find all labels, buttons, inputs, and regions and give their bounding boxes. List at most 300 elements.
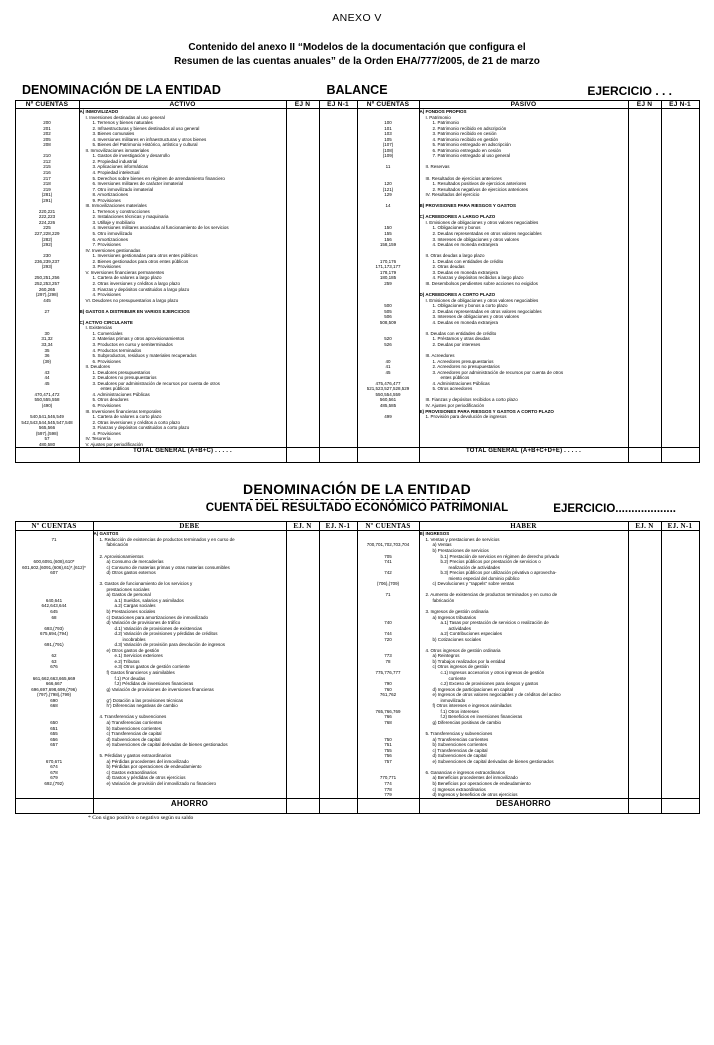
account-number: (292) [41, 242, 53, 248]
balance-pasivo-items [419, 109, 628, 448]
account-number: 212 [43, 158, 51, 164]
line-item: III. Inversiones financieras temporales [85, 408, 162, 414]
resultado-haber-items [419, 531, 628, 798]
account-number: 156 [384, 236, 392, 242]
account-number: 40 [385, 358, 391, 364]
document-subtitle-line2: Resumen de las cuentas anuales” de la Orden EHA/777/2005, de 21 de marzo [174, 55, 540, 67]
line-item: a) Consumo de mercaderías [106, 559, 164, 565]
balance-header-row [15, 101, 699, 109]
resultado-col-num-haber: Nº CUENTAS [357, 522, 419, 531]
line-item: f.2) Beneficios en inversiones financieras [440, 714, 523, 720]
balance-activo-ejn1-cell[interactable] [319, 109, 357, 448]
line-item: g) Diferencias positivas de cambio [432, 719, 502, 725]
balance-exercise-label: EJERCICIO . . . [587, 84, 672, 98]
account-number: 100 [384, 120, 392, 126]
line-item: 5. Subproductos, residuos y materiales recuperados [92, 353, 197, 359]
account-number: 171,173,177 [375, 264, 401, 270]
account-number: 790 [384, 681, 392, 687]
balance-total-pasivo-ejn1[interactable] [661, 448, 699, 463]
section-heading: E) PROVISIONES PARA RIESGOS Y GASTOS A CORTO PLAZO [419, 408, 554, 414]
line-item: 2. Propiedad industrial [92, 158, 138, 164]
line-item: II. Reservas [425, 164, 450, 170]
account-number: 170,176 [379, 258, 397, 264]
account-number: 691,(791) [44, 642, 64, 648]
account-number: (797),(798),(799) [36, 692, 72, 698]
line-item: 4. Provisiones [92, 430, 121, 436]
line-item: 5. Otros acreedores [432, 386, 473, 392]
account-number: 202 [43, 131, 51, 137]
account-number: 71 [51, 536, 57, 542]
account-number: 71 [385, 592, 391, 598]
resultado-body-row [15, 531, 699, 798]
account-number: 480,580 [38, 441, 56, 447]
line-item: 6. Ganancias e ingresos extraordinarios [425, 769, 506, 775]
line-item: realización de actividades [448, 564, 501, 570]
resultado-debe-ejn-cell[interactable] [286, 531, 319, 798]
account-number: 778 [384, 786, 392, 792]
account-number: (291) [41, 197, 53, 203]
line-item: 2. Bienes gestionados para otros entes públicos [92, 258, 189, 264]
line-item: b) Pérdidas por operaciones de endeudamiento [106, 764, 202, 770]
line-item: c.2) Exceso de provisiones para riesgos y gastos [440, 681, 539, 687]
line-item: d) Gastos y pérdidas de otros ejercicios [106, 775, 186, 781]
desahorro-label: DESAHORRO [419, 798, 628, 813]
balance-pasivo-ejn-cell[interactable] [628, 109, 661, 448]
line-item: e.2) Tributos [114, 658, 140, 664]
line-item: e) Ingresos de otros valores negociables y de créditos del activo [432, 692, 561, 698]
line-item: 5. Otro inmovilizado [92, 231, 133, 237]
line-item: b) Trabajos realizados por la entidad [432, 658, 506, 664]
account-number: 679 [50, 775, 58, 781]
line-item: 3. Bienes comunales [92, 131, 135, 137]
line-item: miento especial del dominio público [448, 575, 520, 581]
account-number: 57 [44, 436, 50, 442]
line-item: 3. Deudas en moneda extranjera [432, 269, 499, 275]
line-item: 2. Otras inversiones y créditos a corto plazo [92, 419, 181, 425]
line-item: III. Resultados de ejercicios anteriores [425, 175, 502, 181]
document-subtitle-line1: Contenido del anexo II “Modelos de la documentación que configura el [188, 42, 526, 53]
account-number: 120 [384, 181, 392, 187]
resultado-ahorro-ejn[interactable] [286, 798, 319, 813]
line-item: actividades [448, 625, 472, 631]
line-item: 8. Amortizaciones [92, 192, 129, 198]
balance-total-activo-ejn1[interactable] [319, 448, 357, 463]
resultado-col-debe: DEBE [93, 522, 286, 531]
line-item: 7. Provisiones [92, 242, 121, 248]
line-item: 5. Patrimonio entregado en adscripción [432, 142, 511, 148]
account-number: 751 [384, 742, 392, 748]
line-item: IV. Tesorería [85, 436, 111, 442]
line-item: d) Ingresos de participaciones en capital [432, 686, 514, 692]
account-number: 259 [384, 280, 392, 286]
account-number: 720 [384, 636, 392, 642]
balance-col-num-activo: Nº CUENTAS [15, 101, 79, 109]
account-number: 775,776,777 [375, 670, 401, 676]
account-number: 676 [50, 664, 58, 670]
resultado-table [15, 521, 700, 813]
account-number: 43 [44, 369, 50, 375]
line-item: c) Consumo de materias primas y otras materias consumibles [106, 564, 230, 570]
account-number: 33,34 [41, 341, 53, 347]
account-number: 744 [384, 631, 392, 637]
line-item: incobrables [122, 636, 146, 642]
line-item: I. Patrimonio [425, 114, 451, 120]
account-number: 222,223 [38, 214, 56, 220]
account-number: 607 [50, 570, 58, 576]
line-item: 2. Aprovisionamientos [99, 553, 144, 559]
resultado-exercise-label: EJERCICIO................... [553, 503, 676, 516]
balance-sheet-label: BALANCE [326, 83, 388, 97]
account-number: 35 [44, 347, 50, 353]
account-number: 768 [384, 719, 392, 725]
balance-activo-account-numbers [15, 109, 79, 448]
resultado-ahorro-numblank [15, 798, 93, 813]
line-item: 3. Provisiones [92, 264, 121, 270]
line-item: 3. Fianzas y depósitos constituidos a corto plazo [92, 425, 190, 431]
account-number: 542,543,544,545,547,548 [21, 419, 73, 425]
account-number: 31,32 [41, 336, 53, 342]
resultado-heading-block [0, 481, 714, 500]
balance-total-pasivo-label: TOTAL GENERAL (A+B+C+D+E) . . . . . [419, 448, 628, 463]
line-item: 1. Gastos de investigación y desarrollo [92, 153, 170, 159]
line-item: a) Beneficios procedentes del inmovilizado [432, 775, 518, 781]
line-item: 1. Patrimonio [432, 120, 460, 126]
line-item: IV. Inversiones gestionadas [85, 247, 141, 253]
account-number: 216 [43, 170, 51, 176]
line-item: f.1) Por deudas [114, 675, 146, 681]
account-number: 755 [384, 747, 392, 753]
line-item: 3. Ingresos de gestión ordinaria [425, 609, 489, 615]
account-number: 101 [384, 125, 392, 131]
resultado-result-row [15, 798, 699, 813]
line-item: II. Otras deudas a largo plazo [425, 253, 485, 259]
account-number: (281) [41, 192, 53, 198]
balance-activo-items [79, 109, 286, 448]
account-number: 690 [50, 697, 58, 703]
line-item: I. Existencias [85, 325, 113, 331]
line-item: I. Inversiones destinadas al uso general [85, 114, 165, 120]
line-item: 3. Productos en curso y semiterminados [92, 341, 173, 347]
account-number: 505 [384, 308, 392, 314]
line-item: 1. Cartera de valores a largo plazo [92, 275, 162, 281]
account-number: 651 [50, 725, 58, 731]
line-item: d) Otros gastos externos [106, 570, 156, 576]
line-item: f.1) Otros intereses [440, 708, 479, 714]
line-item: inmovilizado [440, 697, 466, 703]
line-item: b.3) Precios públicos por utilización privativa o aprovecha- [440, 570, 557, 576]
account-number: 565,566 [38, 425, 56, 431]
line-item: 6. Inversiones militares de carácter inmaterial [92, 181, 184, 187]
balance-col-activo: ACTIVO [79, 101, 286, 109]
line-item: b) Subvenciones corrientes [106, 725, 162, 731]
account-number: 757 [384, 758, 392, 764]
line-item: II. Inmovilizaciones inmateriales [85, 147, 150, 153]
account-number: 230 [43, 253, 51, 259]
line-item: prestaciones sociales [106, 586, 150, 592]
account-number: 129 [384, 192, 392, 198]
account-number: 224,226 [38, 219, 56, 225]
line-item: III. Acreedores [425, 353, 455, 359]
account-number: 27 [44, 308, 50, 314]
line-item: 2. Deudores no presupuestarios [92, 375, 157, 381]
line-item: 4. Transferencias y subvenciones [99, 714, 167, 720]
account-number: 670,671 [45, 758, 63, 764]
section-heading: A) GASTOS [93, 531, 119, 537]
line-item: I. Emisiones de obligaciones y otros valores negociables [425, 219, 539, 225]
account-number: 103 [384, 131, 392, 137]
account-number: 44 [44, 375, 50, 381]
line-item: 1. Obligaciones y bonos [432, 225, 481, 231]
resultado-subheading-band [0, 502, 714, 517]
line-item: IV. Ajustes por periodificación [425, 402, 485, 408]
account-number: 475,476,477 [375, 380, 401, 386]
line-item: b) Cotizaciones sociales [432, 636, 482, 642]
line-item: e) Subvenciones de capital derivadas de bienes gestionados [106, 742, 228, 748]
line-item: 4. Administraciones Públicas [92, 391, 150, 397]
account-number: 178,179 [379, 269, 397, 275]
account-number: (490) [41, 402, 53, 408]
account-number: (39) [42, 358, 51, 364]
account-number: 45 [385, 369, 391, 375]
line-item: 1. Deudas con entidades de crédito [432, 258, 504, 264]
line-item: 1. Deudores presupuestarios [92, 369, 151, 375]
line-item: b) Prestaciones de servicios [432, 548, 489, 553]
account-number: 761,762 [379, 692, 397, 698]
account-number: 668 [50, 703, 58, 709]
line-item: 6. Provisiones [92, 402, 121, 408]
line-item: 3. Patrimonio recibido en cesión [432, 131, 497, 137]
line-item: 5. Transferencias y subvenciones [425, 731, 493, 737]
account-number: 666,667 [45, 681, 63, 687]
line-item: c) Ingresos extraordinarios [432, 786, 486, 792]
account-number: 150 [384, 225, 392, 231]
account-number: 770,771 [379, 775, 397, 781]
line-item: 6. Amortizaciones [92, 236, 129, 242]
account-number: 470,471,472 [34, 391, 60, 397]
account-number: 236,239,237 [34, 258, 60, 264]
balance-total-pasivo-numblank [357, 448, 419, 463]
account-number: 766 [384, 714, 392, 720]
line-item: a) Transferencias corrientes [106, 719, 163, 725]
account-number: 78 [385, 658, 391, 664]
resultado-debe-ejn1-cell[interactable] [319, 531, 357, 798]
line-item: 2. Instalaciones técnicas y maquinaria [92, 214, 169, 220]
resultado-desahorro-numblank [357, 798, 419, 813]
account-number: 675,694,(794) [39, 631, 69, 637]
line-item: 5. Pérdidas y gastos extraordinarios [99, 753, 172, 759]
account-number: (293) [41, 264, 53, 270]
resultado-desahorro-ejn1[interactable] [661, 798, 699, 813]
account-number: 11 [385, 164, 391, 170]
resultado-entity-underline [250, 498, 465, 500]
line-item: 1. Resultados positivos de ejercicios anteriores [432, 181, 527, 187]
line-item: 2. Deudas representadas en otros valores negociables [432, 308, 542, 314]
account-number: 550,555,558 [34, 397, 60, 403]
balance-col-ejn-activo: EJ N [286, 101, 319, 109]
line-item: a.2) Contribuciones especiales [440, 631, 503, 637]
resultado-account-label: CUENTA DEL RESULTADO ECONÓMICO PATRIMONIAL [205, 502, 509, 515]
line-item: 2. Deudas por intereses [432, 341, 481, 347]
account-number: 45 [44, 380, 50, 386]
account-number: 62 [51, 653, 57, 659]
balance-total-row [15, 448, 699, 463]
resultado-haber-ejn1-cell[interactable] [661, 531, 699, 798]
line-item: a) Reintegros [432, 653, 460, 659]
balance-activo-ejn-cell[interactable] [286, 109, 319, 448]
account-number: 158,159 [379, 242, 397, 248]
section-heading: C) ACREEDORES A LARGO PLAZO [419, 214, 496, 220]
account-number: (282) [41, 236, 53, 242]
balance-col-num-pasivo: Nº CUENTAS [357, 101, 419, 109]
balance-pasivo-ejn1-cell[interactable] [661, 109, 699, 448]
line-item: 2. Acreedores no presupuestarios [432, 364, 500, 370]
line-item: a.2) Cargas sociales [114, 603, 156, 609]
resultado-col-ejn-haber: EJ. N [628, 522, 661, 531]
line-item: c) Otros ingresos de gestión [432, 664, 489, 670]
line-item: 6. Provisiones [92, 358, 121, 364]
line-item: e) Otros gastos de gestión [106, 647, 160, 653]
account-number: 41 [385, 364, 391, 370]
account-number: 550,554,559 [375, 391, 401, 397]
account-number: 692,(792) [44, 780, 64, 786]
resultado-desahorro-ejn[interactable] [628, 798, 661, 813]
account-number: 200 [43, 120, 51, 126]
account-number: 36 [44, 353, 50, 359]
line-item: 1. Comerciales [92, 330, 123, 336]
resultado-haber-account-numbers [357, 531, 419, 798]
account-number: 217 [43, 175, 51, 181]
resultado-footnote: * Con signo positivo o negativo según su saldo [88, 814, 194, 821]
account-number: 105 [384, 136, 392, 142]
line-item: 3. Intereses de obligaciones y otros valores [432, 236, 520, 242]
account-number: 774 [384, 780, 392, 786]
line-item: 2. Otras deudas [432, 264, 465, 270]
line-item: f.2) Pérdidas de inversiones financieras [114, 681, 194, 687]
line-item: e.3) Otros gastos de gestión corriente [114, 664, 190, 670]
annex-title: ANEXO V [332, 12, 382, 24]
balance-total-activo-ejn[interactable] [286, 448, 319, 463]
account-number: (597),(598) [35, 430, 59, 436]
account-number: (107) [382, 142, 394, 148]
account-number: 252,253,257 [34, 280, 60, 286]
account-number: 765,766,769 [375, 708, 401, 714]
line-item: corriente [448, 675, 467, 681]
line-item: III. Desembolsos pendientes sobre acciones no exigidos [425, 280, 538, 286]
balance-total-pasivo-ejn[interactable] [628, 448, 661, 463]
line-item: 1. Terrenos y construcciones [92, 208, 150, 214]
account-number: 227,228,229 [34, 231, 60, 237]
line-item: entes públicos [100, 386, 130, 392]
line-item: c) Devoluciones y “rappels” sobre ventas [432, 581, 515, 587]
balance-col-ejn1-pasivo: EJ N-1 [661, 101, 699, 109]
line-item: 2. Patrimonio recibido en adscripción [432, 125, 507, 131]
account-number: 678 [50, 769, 58, 775]
account-number: 760 [384, 686, 392, 692]
line-item: 3. Aplicaciones informáticas [92, 164, 149, 170]
account-number: (297),(298) [35, 292, 59, 298]
account-number: 205 [43, 136, 51, 142]
line-item: 2. Materias primas y otros aprovisionamientos [92, 336, 185, 342]
line-item: d) Subvenciones de capital [432, 753, 487, 759]
account-number: 500 [384, 303, 392, 309]
balance-entity-label: DENOMINACIÓN DE LA ENTIDAD [22, 83, 221, 97]
account-number: (121) [382, 186, 394, 192]
line-item: 3. Acreedores por administración de recursos por cuenta de otros [432, 369, 564, 375]
account-number: 674 [50, 764, 58, 770]
line-item: b) Prestaciones sociales [106, 609, 156, 615]
line-item: b) Beneficios por operaciones de endeudamiento [432, 780, 531, 786]
resultado-debe-items [93, 531, 286, 798]
line-item: c) Gastos extraordinarios [106, 769, 157, 775]
account-number: 645 [50, 609, 58, 615]
resultado-ahorro-ejn1[interactable] [319, 798, 357, 813]
balance-col-pasivo: PASIVO [419, 101, 628, 109]
line-item: II. Deudores [85, 364, 111, 370]
line-item: f) Gastos financieros y asimilables [106, 670, 175, 676]
balance-body-row [15, 109, 699, 448]
line-item: 1. Terrenos y bienes naturales [92, 120, 153, 126]
account-number: (109) [382, 153, 394, 159]
line-item: 4. Otros ingresos de gestión ordinaria [425, 647, 501, 653]
line-item: 2. Deudas representadas en otros valores negociables [432, 231, 542, 237]
account-number: 756 [384, 753, 392, 759]
account-number: (108) [382, 147, 394, 153]
line-item: b) Subvenciones corrientes [432, 742, 488, 748]
account-number: 180,185 [379, 275, 397, 281]
account-number: 506 [384, 314, 392, 320]
line-item: fabricación [106, 542, 129, 548]
line-item: a) Ingresos tributarios [432, 614, 477, 620]
line-item: c) Transferencias de capital [432, 747, 488, 753]
line-item: a) Transferencias corrientes [432, 736, 489, 742]
line-item: g) Variación de provisiones de inversiones financieras [106, 686, 214, 692]
account-number: 219 [43, 186, 51, 192]
line-item: d.2) Variación de provisiones y pérdidas de créditos [114, 631, 218, 637]
line-item: 4. Provisiones [92, 292, 121, 298]
line-item: d) Ingresos y beneficios de otros ejercicios [432, 792, 518, 798]
line-item: e.1) Servicios exteriores [114, 653, 163, 659]
account-number: (706),(709) [376, 581, 400, 587]
line-item: 4. Deudas en moneda extranjera [432, 242, 499, 248]
account-number: 650 [50, 719, 58, 725]
ahorro-label: AHORRO [93, 798, 286, 813]
line-item: b.1) Prestación de servicios en régimen de derecho privado [440, 553, 560, 559]
line-item: 1. Reducción de existencias de productos terminados y en curso de [99, 536, 235, 542]
line-item: III. Fianzas y depósitos recibidos a corto plazo [425, 397, 518, 403]
account-number: 220,221 [38, 208, 56, 214]
line-item: 4. Inversiones militares en infraestructuras y otros bienes [92, 136, 207, 142]
line-item: a) Gastos de personal [106, 592, 151, 598]
account-number: 225 [43, 225, 51, 231]
account-number: 215 [43, 164, 51, 170]
resultado-haber-ejn-cell[interactable] [628, 531, 661, 798]
account-number: 30 [44, 330, 50, 336]
balance-col-ejn1-activo: EJ N-1 [319, 101, 357, 109]
account-number: 445 [43, 297, 51, 303]
line-item: d.1) Variación de provisiones de existencias [114, 625, 202, 631]
line-item: d.3) Variación de provisión para devolución de ingresos [114, 642, 225, 648]
line-item: 1. Ventas y prestaciones de servicios [425, 536, 500, 542]
line-item: a.1) Tasas por prestación de servicios o realización de [440, 620, 549, 626]
line-item: 3. Fianzas y depósitos constituidos a largo plazo [92, 286, 190, 292]
line-item: 3. Deudores por administración de recursos por cuenta de otros [92, 380, 220, 386]
line-item: b.2) Precios públicos por prestación de servicios o [440, 559, 541, 565]
account-number: 656 [50, 736, 58, 742]
account-number: 63 [51, 658, 57, 664]
section-heading: B) GASTOS A DISTRIBUIR EN VARIOS EJERCICIOS [79, 308, 190, 314]
line-item: II. Deudas con entidades de crédito [425, 330, 497, 336]
section-heading: C) ACTIVO CIRCULANTE [79, 319, 133, 325]
